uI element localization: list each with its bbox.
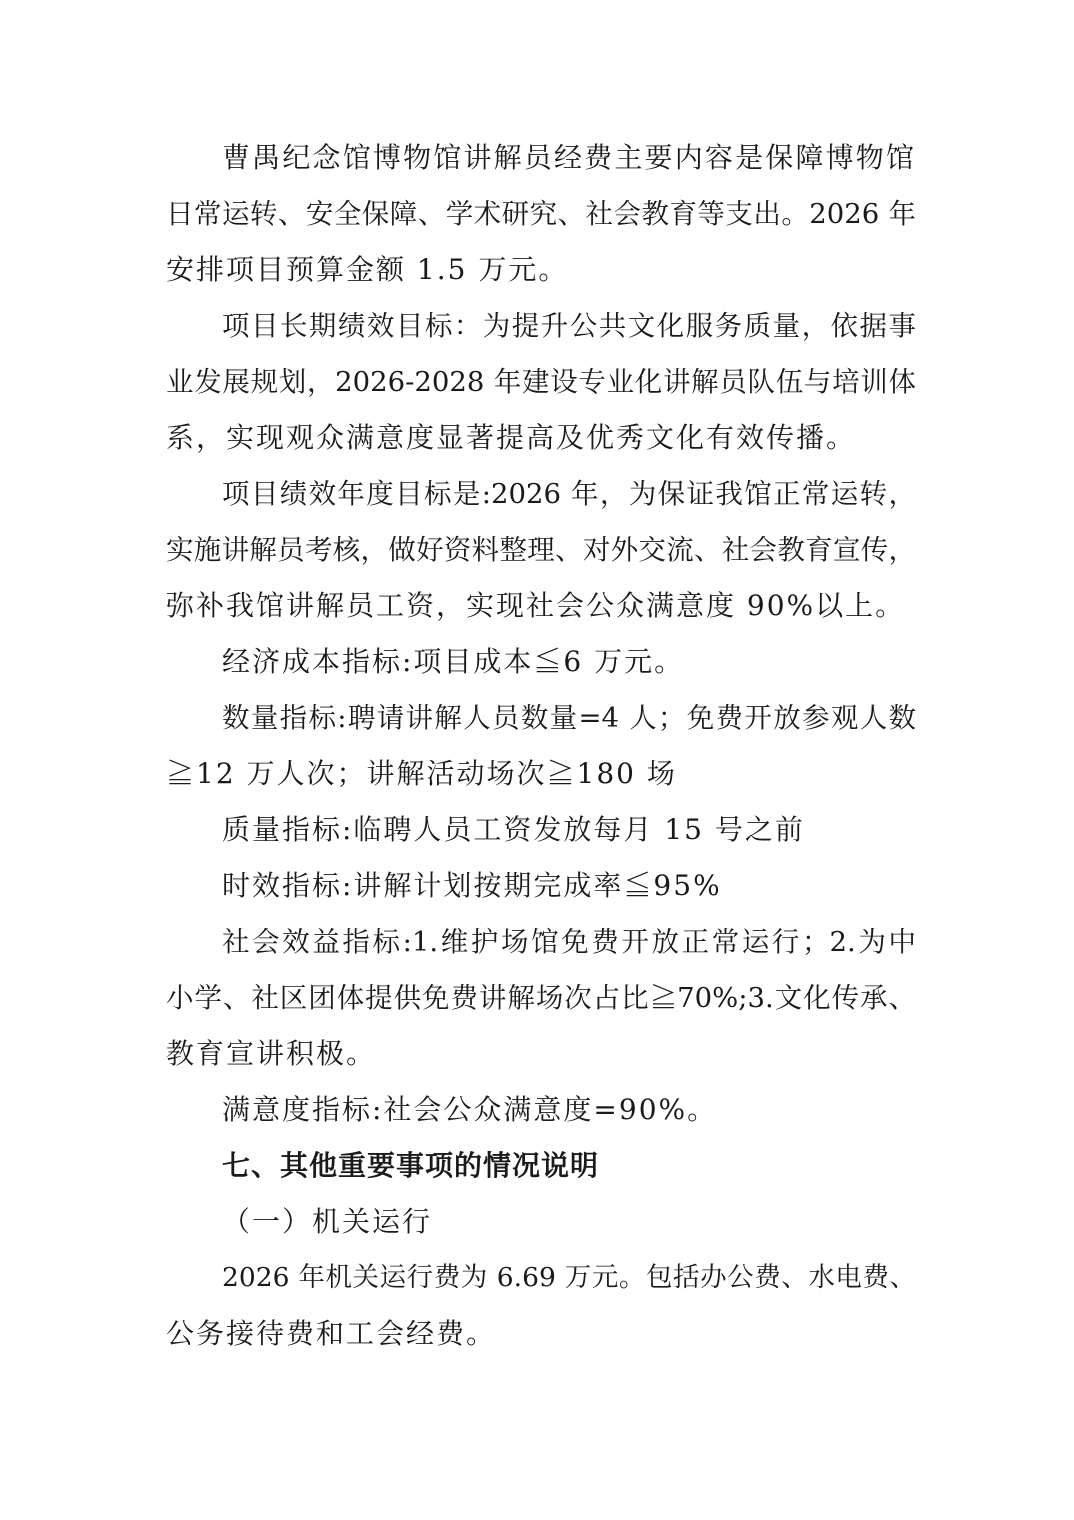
paragraph-line: 经济成本指标:项目成本≦6 万元。 [222, 645, 685, 678]
paragraph-line: 质量指标:临聘人员工资发放每月 15 号之前 [222, 813, 805, 846]
paragraph-line: 项目绩效年度目标是:2026 年，为保证我馆正常运转， [222, 478, 916, 510]
paragraph-line: 业发展规划，2026-2028 年建设专业化讲解员队伍与培训体 [166, 366, 916, 398]
paragraph-line: 曹禺纪念馆博物馆讲解员经费主要内容是保障博物馆 [222, 141, 916, 174]
paragraph-line: 日常运转、安全保障、学术研究、社会教育等支出。2026 年 [166, 198, 916, 230]
section-heading: 七、其他重要事项的情况说明 [222, 1149, 600, 1182]
paragraph-line: 公务接待费和工会经费。 [166, 1317, 497, 1350]
subsection-heading: （一）机关运行 [222, 1205, 433, 1238]
paragraph-line: 小学、社区团体提供免费讲解场次占比≧70%;3.文化传承、 [166, 982, 916, 1014]
paragraph-line: 系，实现观众满意度显著提高及优秀文化有效传播。 [166, 421, 857, 454]
paragraph-line: 教育宣讲积极。 [166, 1037, 377, 1070]
paragraph-line: 项目长期绩效目标：为提升公共文化服务质量，依据事 [222, 310, 916, 342]
paragraph-line: 时效指标:讲解计划按期完成率≦95% [222, 869, 722, 902]
paragraph-line: 满意度指标:社会公众满意度=90%。 [222, 1093, 718, 1126]
paragraph-line: 实施讲解员考核，做好资料整理、对外交流、社会教育宣传， [166, 534, 916, 566]
paragraph-line: 2026 年机关运行费为 6.69 万元。包括办公费、水电费、 [222, 1262, 916, 1293]
paragraph-line: 社会效益指标:1.维护场馆免费开放正常运行；2.为中 [222, 926, 916, 958]
paragraph-line: ≧12 万人次；讲解活动场次≧180 场 [166, 757, 677, 790]
paragraph-line: 弥补我馆讲解员工资，实现社会公众满意度 90%以上。 [166, 589, 906, 622]
paragraph-line: 数量指标:聘请讲解人员数量=4 人；免费开放参观人数 [222, 702, 916, 734]
paragraph-line: 安排项目预算金额 1.5 万元。 [166, 253, 569, 286]
